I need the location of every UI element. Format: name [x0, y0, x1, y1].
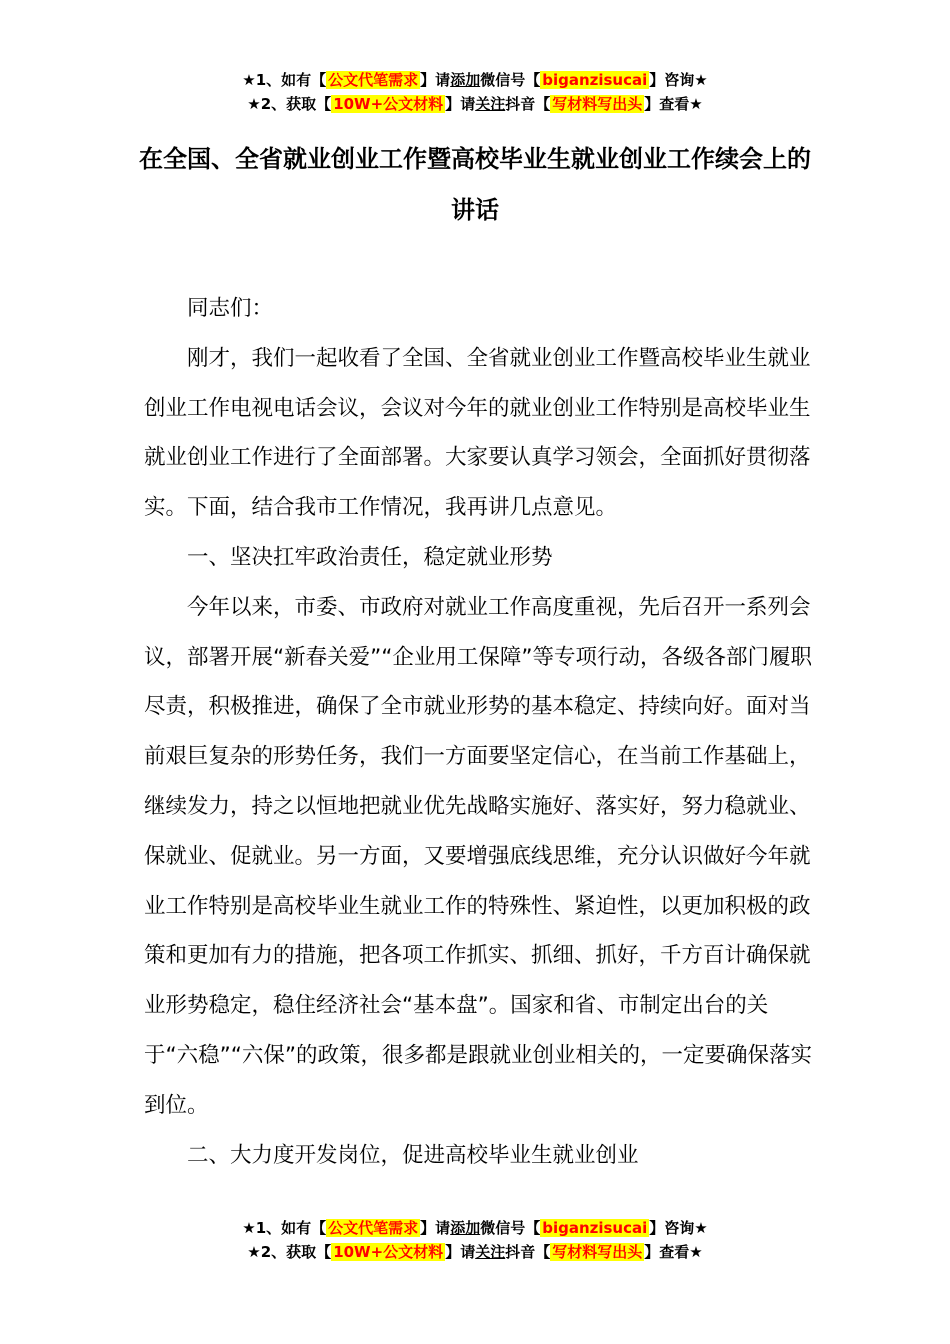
document-body — [144, 284, 814, 1180]
banner-line-2: ★2、获取【 10W+公文材料 】请关注抖音【 写材料写出头 】查看★ — [247, 1243, 703, 1261]
highlight-materials: 10W+公文材料 — [333, 95, 444, 113]
footer-banner — [0, 1216, 950, 1264]
highlight-wechat-id: biganzisucai — [542, 1219, 648, 1237]
paragraph: 今年以来，市委、市政府对就业工作高度重视，先后召开一系列会议，部署开展“新春关爱”“企业用工保障”等专项行动，各级各部门履职尽责，积极推进，确保了全市就业形势的基本稳定、持续向好。面对当前艰巨复杂的形势任务，我们一方面要坚定信心，在当前工作基础上，继续发力，持之以恒地把就业优先战略实施好、落实好，努力稳就业、保就业、促就业。另一方面，又要增强底线思维，充分认识做好今年就业工作特别是高校毕业生就业工作的特殊性、紧迫性，以更加积极的政策和更加有力的措施，把各项工作抓实、抓细、抓好，千方百计确保就业形势稳定，稳住经济社会“基本盘”。国家和省、市制定出台的关于“六稳”“六保”的政策，很多都是跟就业创业相关的，一定要确保落实到位。 — [144, 594, 813, 1118]
paragraph: 刚才，我们一起收看了全国、全省就业创业工作暨高校毕业生就业创业工作电视电话会议，会议对今年的就业创业工作特别是高校毕业生就业创业工作进行了全面部署。大家要认真学习领会，全面抓好贯彻落实。下面，结合我市工作情况，我再讲几点意见。 — [144, 345, 811, 521]
highlight-ghostwriting: 公文代笔需求 — [328, 71, 419, 89]
highlight-ghostwriting: 公文代笔需求 — [328, 1219, 419, 1237]
highlight-wechat-id: biganzisucai — [542, 71, 648, 89]
header-banner — [0, 68, 950, 116]
banner-line-2: ★2、获取【 10W+公文材料 】请关注抖音【 写材料写出头 】查看★ — [247, 95, 703, 113]
section-heading: 一、坚决扛牢政治责任，稳定就业形势 — [187, 544, 553, 570]
greeting: 同志们： — [187, 296, 274, 321]
highlight-douyin-account: 写材料写出头 — [552, 1243, 643, 1261]
banner-line-1: ★1、如有【 公文代笔需求 】请添加微信号【 biganzisucai 】咨询★ — [242, 1219, 708, 1237]
highlight-douyin-account: 写材料写出头 — [552, 95, 643, 113]
section-heading: 二、大力度开发岗位，促进高校毕业生就业创业 — [187, 1142, 639, 1168]
highlight-materials: 10W+公文材料 — [333, 1243, 444, 1261]
banner-line-1: ★1、如有【 公文代笔需求 】请添加微信号【 biganzisucai 】咨询★ — [242, 71, 708, 89]
document-title: 在全国、全省就业创业工作暨高校毕业生就业创业工作续会上的讲话 — [139, 145, 811, 224]
